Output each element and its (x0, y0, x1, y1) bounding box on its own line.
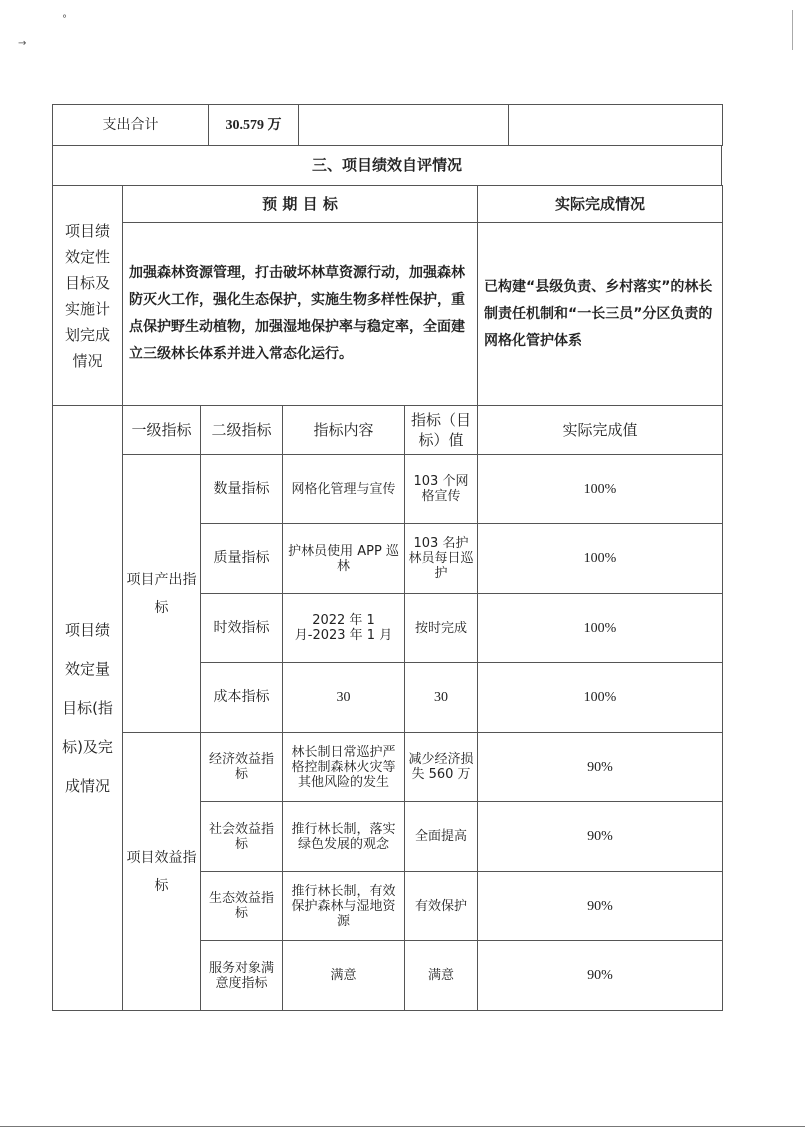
table-row (53, 455, 723, 524)
scan-mark: ° (62, 14, 67, 25)
actual-cell: 100% (478, 594, 723, 663)
expected-header: 预 期 目 标 (123, 186, 478, 223)
actual-cell: 90% (478, 872, 723, 941)
performance-table (52, 104, 722, 1011)
header-target: 指标（目标）值 (405, 406, 478, 455)
scan-bottom-edge (0, 1126, 805, 1127)
group-label: 项目效益指标 (123, 733, 201, 1011)
empty-cell (299, 105, 509, 146)
summary-table (52, 104, 723, 146)
actual-header: 实际完成情况 (478, 186, 723, 223)
target-cell: 103 名护林员每日巡护 (405, 524, 478, 594)
header-content: 指标内容 (283, 406, 405, 455)
level2-cell: 生态效益指标 (201, 872, 283, 941)
target-cell: 103 个网格宣传 (405, 455, 478, 524)
content-cell: 30 (283, 663, 405, 733)
target-cell: 30 (405, 663, 478, 733)
content-cell: 推行林长制，落实绿色发展的观念 (283, 802, 405, 872)
summary-label: 支出合计 (53, 105, 209, 146)
content-cell: 2022 年 1 月-2023 年 1 月 (283, 594, 405, 663)
level2-cell: 社会效益指标 (201, 802, 283, 872)
level2-cell: 数量指标 (201, 455, 283, 524)
level2-cell: 质量指标 (201, 524, 283, 594)
expected-text: 加强森林资源管理，打击破坏林草资源行动，加强森林防灭火工作，强化生态保护，实施生物多样性保护，重点保护野生动植物，加强湿地保护率与稳定率，全面建立三级林长体系并进入常态化运行。 (123, 223, 478, 406)
group-label: 项目产出指标 (123, 455, 201, 733)
content-cell: 网格化管理与宣传 (283, 455, 405, 524)
section-heading-table (52, 145, 722, 186)
actual-cell: 100% (478, 663, 723, 733)
actual-cell: 100% (478, 524, 723, 594)
scan-mark: → (18, 38, 27, 49)
table-row (53, 733, 723, 802)
target-cell: 减少经济损失 560 万 (405, 733, 478, 802)
actual-text: 已构建“县级负责、乡村落实”的林长制责任机制和“一长三员”分区负责的网格化管护体系 (478, 223, 723, 406)
level2-cell: 服务对象满意度指标 (201, 941, 283, 1011)
empty-cell (509, 105, 723, 146)
qualitative-table (52, 185, 723, 406)
header-actual: 实际完成值 (478, 406, 723, 455)
content-cell: 林长制日常巡护严格控制森林火灾等其他风险的发生 (283, 733, 405, 802)
header-level1: 一级指标 (123, 406, 201, 455)
scan-line (792, 10, 793, 50)
content-cell: 满意 (283, 941, 405, 1011)
level2-cell: 时效指标 (201, 594, 283, 663)
quantitative-row-label: 项目绩效定量目标(指标)及完成情况 (53, 406, 123, 1011)
content-cell: 推行林长制，有效保护森林与湿地资源 (283, 872, 405, 941)
quantitative-table (52, 405, 723, 1011)
actual-cell: 100% (478, 455, 723, 524)
actual-cell: 90% (478, 941, 723, 1011)
actual-cell: 90% (478, 802, 723, 872)
summary-value: 30.579 万 (209, 105, 299, 146)
target-cell: 有效保护 (405, 872, 478, 941)
level2-cell: 成本指标 (201, 663, 283, 733)
level2-cell: 经济效益指标 (201, 733, 283, 802)
section-title: 三、项目绩效自评情况 (53, 146, 722, 186)
header-level2: 二级指标 (201, 406, 283, 455)
target-cell: 满意 (405, 941, 478, 1011)
target-cell: 按时完成 (405, 594, 478, 663)
actual-cell: 90% (478, 733, 723, 802)
content-cell: 护林员使用 APP 巡林 (283, 524, 405, 594)
target-cell: 全面提高 (405, 802, 478, 872)
qualitative-row-label: 项目绩效定性目标及实施计划完成情况 (53, 186, 123, 406)
